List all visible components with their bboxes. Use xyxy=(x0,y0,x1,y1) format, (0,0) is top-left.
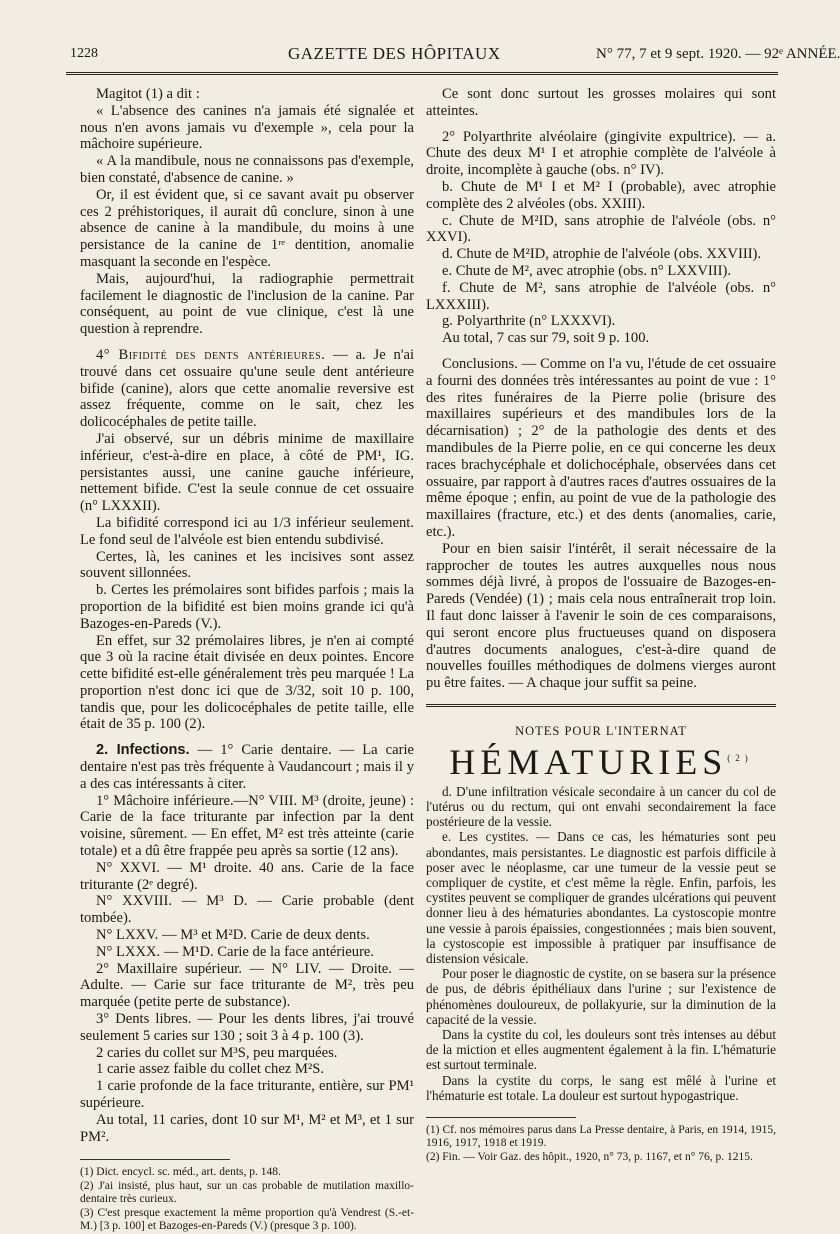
paragraph: 2. Infections. — 1° Carie dentaire. — La carie dentaire n'est pas très fréquente à Vaudancourt ; mais il y a des cas intéressants à citer. xyxy=(80,742,414,792)
footnote-rule xyxy=(80,1159,230,1160)
section-heading: 4° Bifidité des dents antérieures. xyxy=(96,346,326,363)
paragraph: Pour poser le diagnostic de cystite, on se basera sur la présence de pus, de débris épithéliaux dans l'urine ; sur l'existence de phénomènes douloureux, de pollakyurie, sur la diminution de la capacité de la vessie. xyxy=(426,966,776,1027)
paragraph: N° XXVI. — M¹ droite. 40 ans. Carie de la face triturante (2ᵉ degré). xyxy=(80,859,414,893)
paragraph: « A la mandibule, nous ne connaissons pas d'exemple, bien constaté, d'absence de canine. » xyxy=(80,153,414,186)
paragraph: 1 carie assez faible du collet chez M²S. xyxy=(96,1061,325,1078)
right-column xyxy=(426,86,776,1164)
page-number: 1228 xyxy=(70,46,98,61)
paragraph: Magitot (1) a dit : xyxy=(96,86,200,102)
paragraph: g. Polyarthrite (n° LXXXVI). xyxy=(442,313,616,330)
rubric-heading: NOTES POUR L'INTERNAT xyxy=(515,723,687,738)
paragraph: b. Chute de M¹ I et M² I (probable), avec atrophie complète des 2 alvéoles (obs. XXIII). xyxy=(426,178,776,212)
left-column xyxy=(80,86,414,1234)
paragraph: Conclusions. — Comme on l'a vu, l'étude de cet ossuaire a fourni des données très intéressantes au point de vue : 1° des rites funéraires de la Pierre polie (brisure des maxillaires supérieurs et des mandibules lors de la décarnisation) ; 2° de la pathologie des dents et des mandibules de la Pierre polie, en ce qui concerne les deux races brachycéphale et dolichocéphale, observées dans cet ossuaire, par rapport à d'autres races d'autres ossuaires de la même époque ; enfin, au point de vue de la pathologie des maxillaires (fracture, etc.) et des dents (anomalies, carie, etc.). xyxy=(426,355,776,540)
paragraph: « L'absence des canines n'a jamais été signalée et nous n'en avons jamais vu d'exemple », cela pour la mâchoire supérieure. xyxy=(80,102,414,153)
section-rule xyxy=(426,704,776,707)
paragraph: N° LXXX. — M¹D. Carie de la face antérieure. xyxy=(96,943,375,960)
footnote: (1) Cf. nos mémoires parus dans La Presse dentaire, à Paris, en 1914, 1915, 1916, 1917, 1918 et 1919. xyxy=(426,1123,776,1150)
paragraph: 4° Bifidité des dents antérieures. — a. Je n'ai trouvé dans cet ossuaire qu'une seule dent antérieure bifide (canine), alors que cette anomalie reversive est assez fréquente, comme on le sait, chez les dolicocéphales de petite taille. xyxy=(80,346,414,431)
paragraph: Dans la cystite du corps, le sang est mêlé à l'urine et l'hématurie est totale. La douleur est surtout hypogastrique. xyxy=(426,1072,776,1103)
paragraph: d. Chute de M²ID, atrophie de l'alvéole (obs. XXVIII). xyxy=(442,246,762,263)
article-title: HÉMATURIES$^{(2)}$ xyxy=(449,741,753,782)
header-rule xyxy=(66,72,778,75)
paragraph: Au total, 11 caries, dont 10 sur M¹, M² et M³, et 1 sur PM². xyxy=(80,1111,414,1145)
paragraph: La bifidité correspond ici au 1/3 inférieur seulement. Le fond seul de l'alvéole est bien entendu subdivisé. xyxy=(80,514,414,548)
paragraph: Ce sont donc surtout les grosses molaires qui sont atteintes. xyxy=(426,86,776,119)
paragraph: Dans la cystite du col, les douleurs sont très intenses au début de la miction et elles augmentent également à la fin. L'hématurie est surtout terminale. xyxy=(426,1026,776,1073)
footnote: (2) J'ai insisté, plus haut, sur un cas probable de mutilation maxillo-dentaire très curieux. xyxy=(80,1179,414,1206)
footnote-rule xyxy=(426,1117,576,1118)
page-header xyxy=(60,38,840,72)
footnote: (3) C'est presque exactement la même proportion qu'à Vendrest (S.-et-M.) [3 p. 100] et Bazoges-en-Pareds (V.) (presque 3 p. 100). xyxy=(80,1206,414,1233)
paragraph: 1° Mâchoire inférieure.—N° VIII. M³ (droite, jeune) : Carie de la face triturante par infection par la dent voisine, sûrement. — En effet, M² est très atteinte (carie totale) et a dû être frappée peu après sa sortie (12 ans). xyxy=(80,792,414,860)
section-heading: 2. Infections. xyxy=(96,742,190,759)
paragraph: d. D'une infiltration vésicale secondaire à un cancer du col de l'utérus ou du rectum, qui ont envahi secondairement la face postérieure de la vessie. xyxy=(426,783,776,830)
paragraph: 3° Dents libres. — Pour les dents libres, j'ai trouvé seulement 5 caries sur 130 ; soit 3 à 4 p. 100 (3). xyxy=(80,1011,414,1044)
paragraph: Certes, là, les canines et les incisives sont assez souvent sillonnées. xyxy=(80,548,414,582)
paragraph: Au total, 7 cas sur 79, soit 9 p. 100. xyxy=(442,330,650,347)
issue-info: N° 77, 7 et 9 sept. 1920. — 92ᵉ ANNÉE. xyxy=(596,46,840,62)
paragraph: J'ai observé, sur un débris minime de maxillaire inférieur, c'est-à-dire en place, à côté de PM¹, IG. persistantes aussi, une canine gauche inférieure, nettement bifide. C'est la seule connue de cet ossuaire (n° LXXXII). xyxy=(80,430,414,515)
footnote: (2) Fin. — Voir Gaz. des hôpit., 1920, n° 73, p. 1167, et n° 76, p. 1215. xyxy=(426,1150,753,1163)
running-title: GAZETTE DES HÔPITAUX xyxy=(288,44,501,63)
paragraph: 2° Polyarthrite alvéolaire (gingivite expultrice). — a. Chute des deux M¹ I et atrophie complète de l'alvéole à droite, incomplète à gauche (obs. n° IV). xyxy=(426,128,776,179)
paragraph: 1 carie profonde de la face triturante, entière, sur PM¹ supérieure. xyxy=(80,1078,414,1112)
paragraph: Or, il est évident que, si ce savant avait pu observer ces 2 préhistoriques, il aurait dû conclure, sinon à une absence de canine à la mandibule, du moins à une persistance de la canine de 1ʳᵉ dentition, anomalie masquant la seconde en l'espèce. xyxy=(80,186,414,270)
paragraph: 2° Maxillaire supérieur. — N° LIV. — Droite. — Adulte. — Carie sur face triturante de M², très peu marquée (petite perte de substance). xyxy=(80,960,414,1011)
title-footnote-mark: (2) xyxy=(727,752,753,763)
footnote: (1) Dict. encycl. sc. méd., art. dents, p. 148. xyxy=(80,1166,281,1179)
paragraph: Pour en bien saisir l'intérêt, il serait nécessaire de la rapprocher de toutes les autres auxquelles nous nous sommes déjà livré, à propos de l'ossuaire de Bazoges-en-Pareds (Vendée) (1) ; mais cela nous entraînerait trop loin. Il faut donc laisser à l'avenir le soin de ces comparaisons, qui seront encore plus fructueuses quand on disposera d'autres documents analogues, c'est-à-dire quand de nouvelles fouilles méthodiques de dolmens vierges auront pu être faites. — A chaque jour suffit sa peine. xyxy=(426,540,776,692)
paragraph: N° LXXV. — M³ et M²D. Carie de deux dents. xyxy=(96,927,370,944)
paragraph: e. Les cystites. — Dans ce cas, les hématuries sont peu abondantes, mais persistantes. Le diagnostic est parfois difficile à poser avec le néoplasme, car une tumeur de la vessie peut se compliquer de cystite, et c'est même la règle. Enfin, parfois, les cystites peuvent se compliquer de grandes ulcérations qui peuvent donner lieu à des hématuries abondantes. La cystoscopie montre une vessie à parois épaissies, congestionnées ; mais bien souvent, la cystoscopie est impossible à pratiquer par insuffisance de distension vésicale. xyxy=(426,829,776,966)
paragraph: c. Chute de M²ID, sans atrophie de l'alvéole (obs. n° XXVI). xyxy=(426,212,776,246)
paragraph: N° XXVIII. — M³ D. — Carie probable (dent tombée). xyxy=(80,893,414,927)
paragraph: Mais, aujourd'hui, la radiographie permettrait facilement le diagnostic de l'inclusion de la canine. Par conséquent, au point de vue clinique, c'est là une question à reprendre. xyxy=(80,270,414,338)
paragraph: e. Chute de M², avec atrophie (obs. n° LXXVIII). xyxy=(442,262,732,279)
paragraph: b. Certes les prémolaires sont bifides parfois ; mais la proportion de la bifidité est bien moins grande ici qu'à Bazoges-en-Pareds (V.). xyxy=(80,582,414,632)
paragraph: En effet, sur 32 prémolaires libres, je n'en ai compté que 3 où la racine était divisée en deux pointes. Encore cette bifidité est-elle généralement très peu marquée ! La proportion n'est donc ici que de 3/32, soit 10 p. 100, tandis que, pour les dolicocéphales de petite taille, elle était de 35 p. 100 (2). xyxy=(80,632,414,733)
article-body xyxy=(426,784,776,1103)
paragraph: 2 caries du collet sur M³S, peu marquées. xyxy=(96,1044,338,1061)
paragraph: f. Chute de M², sans atrophie de l'alvéole (obs. n° LXXXIII). xyxy=(426,279,776,313)
